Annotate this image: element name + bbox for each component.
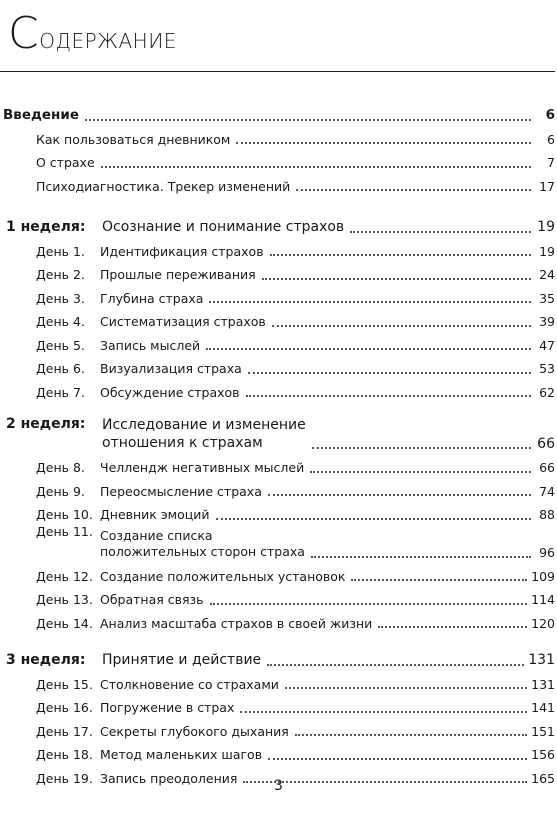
table-of-contents xyxy=(0,100,557,786)
toc-entry-label: Дневник эмоций xyxy=(100,507,210,523)
toc-day-entry[interactable] xyxy=(0,584,557,608)
toc-page-number: 7 xyxy=(547,155,555,171)
leader-dots xyxy=(216,518,531,520)
leader-dots xyxy=(378,626,527,628)
toc-section-intro xyxy=(0,100,557,194)
toc-entry-label: Переосмысление страха xyxy=(100,483,262,499)
toc-page-number: 114 xyxy=(531,592,555,608)
toc-entry[interactable] xyxy=(0,124,557,148)
toc-entry[interactable] xyxy=(0,147,557,171)
toc-day-entry[interactable] xyxy=(0,259,557,283)
leader-dots xyxy=(206,348,531,350)
leader-dots xyxy=(267,664,524,666)
title-line-1: Создание списка xyxy=(100,528,213,543)
toc-day-entry[interactable] xyxy=(0,669,557,693)
toc-day-entry[interactable] xyxy=(0,377,557,401)
day-label: День 11. xyxy=(36,523,93,539)
toc-entry-label: Психодиагностика. Трекер изменений xyxy=(36,178,291,194)
leader-dots xyxy=(248,372,531,374)
toc-page-number: 39 xyxy=(539,314,555,330)
toc-entry-label: Метод маленьких шагов xyxy=(100,747,263,763)
toc-page-number: 6 xyxy=(545,106,555,123)
day-label: День 15. xyxy=(36,676,93,692)
toc-entry-label: Визуализация страха xyxy=(100,361,242,377)
day-label: День 12. xyxy=(36,568,93,584)
toc-section-week-2 xyxy=(0,414,557,631)
toc-page-number: 141 xyxy=(531,700,555,716)
toc-page-number: 131 xyxy=(531,676,555,692)
toc-page-number: 74 xyxy=(539,483,555,499)
toc-page-number: 35 xyxy=(539,290,555,306)
toc-day-entry[interactable] xyxy=(0,499,557,523)
toc-week-heading[interactable] xyxy=(0,645,557,669)
toc-entry-label: Идентификация страхов xyxy=(100,243,264,259)
leader-dots xyxy=(236,142,531,144)
toc-page-number: 53 xyxy=(539,361,555,377)
leader-dots xyxy=(285,687,527,689)
leader-dots xyxy=(240,711,527,713)
toc-page-number: 165 xyxy=(531,770,555,786)
leader-dots xyxy=(296,189,531,191)
toc-page-number: 19 xyxy=(539,243,555,259)
toc-entry-label: Анализ масштаба страхов в своей жизни xyxy=(100,615,373,631)
toc-entry-label: Принятие и действие xyxy=(102,652,262,669)
toc-entry-intro[interactable] xyxy=(0,100,557,124)
toc-day-entry[interactable] xyxy=(0,523,557,561)
day-label: День 14. xyxy=(36,615,93,631)
day-label: День 3. xyxy=(36,290,85,306)
leader-dots xyxy=(268,494,531,496)
leader-dots xyxy=(262,278,531,280)
toc-page-number: 6 xyxy=(547,131,555,147)
toc-week-heading[interactable] xyxy=(0,212,557,236)
leader-dots xyxy=(350,231,531,233)
toc-page-number: 66 xyxy=(537,435,555,452)
day-label: День 4. xyxy=(36,314,85,330)
leader-dots xyxy=(210,603,528,605)
toc-day-entry[interactable] xyxy=(0,283,557,307)
day-label: День 9. xyxy=(36,483,85,499)
toc-page-number: 47 xyxy=(539,337,555,353)
toc-day-entry[interactable] xyxy=(0,452,557,476)
toc-entry-label: Введение xyxy=(3,106,79,123)
toc-page-number: 66 xyxy=(539,460,555,476)
page-title-initial: С xyxy=(8,8,40,59)
title-underline xyxy=(0,71,555,72)
title-line-2: отношения к страхам xyxy=(102,434,263,451)
toc-entry-label: Погружение в страх xyxy=(100,700,235,716)
toc-page-number: 96 xyxy=(539,545,555,561)
toc-section-week-1 xyxy=(0,212,557,400)
toc-entry-label: Обсуждение страхов xyxy=(100,384,240,400)
toc-entry-label: Создание положительных установок xyxy=(100,568,346,584)
leader-dots xyxy=(246,395,531,397)
leader-dots xyxy=(270,254,531,256)
toc-page-number: 24 xyxy=(539,267,555,283)
toc-week-heading[interactable] xyxy=(0,414,557,452)
page-number: 3 xyxy=(274,778,283,794)
toc-entry-label: Запись преодоления xyxy=(100,770,238,786)
toc-page-number: 120 xyxy=(531,615,555,631)
page-title xyxy=(8,8,177,59)
day-label: День 2. xyxy=(36,267,85,283)
leader-dots xyxy=(101,166,531,168)
day-label: День 7. xyxy=(36,384,85,400)
toc-page-number: 131 xyxy=(528,652,555,669)
toc-day-entry[interactable] xyxy=(0,330,557,354)
leader-dots xyxy=(268,758,527,760)
leader-dots xyxy=(295,734,527,736)
day-label: День 16. xyxy=(36,700,93,716)
leader-dots xyxy=(272,325,531,327)
day-label: День 1. xyxy=(36,243,85,259)
toc-entry-label: Осознание и понимание страхов xyxy=(102,219,345,236)
toc-page-number: 88 xyxy=(539,507,555,523)
toc-entry-label: О страхе xyxy=(36,155,95,171)
day-label: День 8. xyxy=(36,460,85,476)
toc-entry-label: Прошлые переживания xyxy=(100,267,256,283)
toc-day-entry[interactable] xyxy=(0,608,557,632)
toc-page-number: 62 xyxy=(539,384,555,400)
toc-page-number: 156 xyxy=(531,747,555,763)
week-label: 2 неделя: xyxy=(6,416,86,432)
toc-entry-label: Как пользоваться дневником xyxy=(36,131,231,147)
week-label: 3 неделя: xyxy=(6,652,86,669)
toc-page-number: 151 xyxy=(531,723,555,739)
toc-day-entry[interactable] xyxy=(0,692,557,716)
toc-day-entry[interactable] xyxy=(0,476,557,500)
leader-dots xyxy=(209,301,531,303)
day-label: День 6. xyxy=(36,361,85,377)
page-title-rest: одержание xyxy=(39,22,177,55)
toc-day-entry[interactable] xyxy=(0,306,557,330)
day-label: День 19. xyxy=(36,770,93,786)
day-label: День 17. xyxy=(36,723,93,739)
toc-entry-label: Систематизация страхов xyxy=(100,314,266,330)
toc-entry-label xyxy=(102,416,306,452)
toc-day-entry[interactable] xyxy=(0,716,557,740)
week-label: 1 неделя: xyxy=(6,219,86,236)
leader-dots xyxy=(311,556,531,558)
day-label: День 18. xyxy=(36,747,93,763)
leader-dots xyxy=(351,579,527,581)
toc-entry[interactable] xyxy=(0,171,557,195)
leader-dots xyxy=(85,119,531,121)
title-line-2: положительных сторон страха xyxy=(100,544,305,560)
toc-day-entry[interactable] xyxy=(0,739,557,763)
toc-entry-label: Глубина страха xyxy=(100,290,204,306)
toc-day-entry[interactable] xyxy=(0,561,557,585)
toc-entry-label: Челлендж негативных мыслей xyxy=(100,460,305,476)
toc-day-entry[interactable] xyxy=(0,236,557,260)
toc-day-entry[interactable] xyxy=(0,353,557,377)
day-label: День 10. xyxy=(36,507,93,523)
toc-page-number: 109 xyxy=(531,568,555,584)
toc-entry-label: Обратная связь xyxy=(100,592,204,608)
leader-dots xyxy=(310,471,531,473)
toc-entry-label: Секреты глубокого дыхания xyxy=(100,723,289,739)
toc-entry-label: Столкновение со страхами xyxy=(100,676,279,692)
toc-section-week-3 xyxy=(0,645,557,786)
leader-dots xyxy=(312,447,531,449)
day-label: День 13. xyxy=(36,592,93,608)
toc-page-number: 17 xyxy=(539,178,555,194)
toc-page-number: 19 xyxy=(537,219,555,236)
day-label: День 5. xyxy=(36,337,85,353)
toc-entry-label: Запись мыслей xyxy=(100,337,201,353)
toc-entry-label xyxy=(100,528,305,561)
title-line-1: Исследование и изменение xyxy=(102,416,306,433)
